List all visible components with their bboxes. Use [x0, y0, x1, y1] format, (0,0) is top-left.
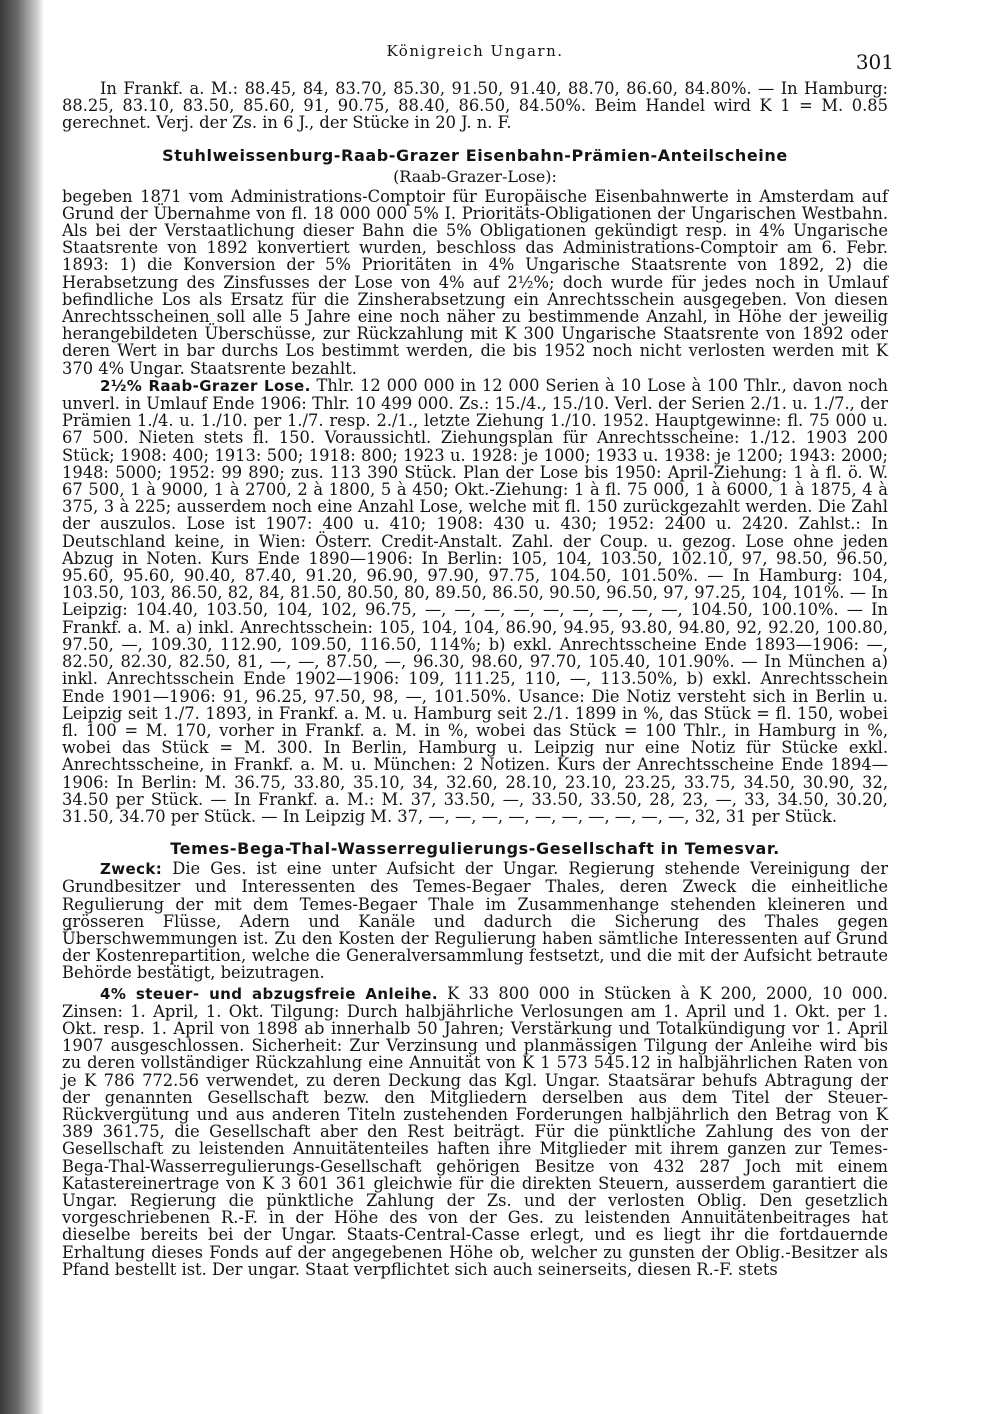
section-title-raab-grazer: Stuhlweissenburg-Raab-Grazer Eisenbahn-Prämien-Anteilscheine: [162, 145, 788, 165]
document-page: [62, 0, 894, 1414]
page-number: 301: [855, 50, 894, 74]
lose-body-text: Thlr. 12 000 000 in 12 000 Serien à 10 Lose à 100 Thlr., davon noch unverl. in Umlauf Ende 1906: Thlr. 10 499 000. Zs.: 15./4., 15./10. Verl. der Serien 2./1. u. 1./7., der Prämien 1./4. u. 1./10. per 1./7. resp. 2./1., letzte Ziehung 1./10. 1952. Hauptgewinne: fl. 75 000 u. 67 500. Nieten stets fl. 150. Voraussichtl. Ziehungsplan für Anrechtsscheine: 1./12. 1903 200 Stück; 1908: 400; 1913: 500; 1918: 800; 1923 u. 1928: je 1000; 1933 u. 1938: je 1200; 1943: 2000; 1948: 5000; 1952: 99 890; zus. 113 390 Stück. Plan der Lose bis 1950: April-Ziehung: 1 à fl. ö. W. 67 500, 1 à 9000, 1 à 2700, 2 à 1800, 5 à 450; Okt.-Ziehung: 1 à fl. 75 000, 1 à 6000, 1 à 1875, 4 à 375, 3 à 225; ausserdem noch eine Anzahl Lose, welche mit fl. 150 zurückgezahlt werden. Die Zahl der auszulos. Lose ist 1907: 400 u. 410; 1908: 430 u. 430; 1952: 2400 u. 2420. Zahlst.: In Deutschland keine, in Wien: Österr. Credit-Anstalt. Zahl. der Coup. u. gezog. Lose ohne jeden Abzug in Noten. Kurs Ende 1890—1906: In Berlin: 105, 104, 103.50, 102.10, 97, 98.50, 96.50, 95.60, 95.60, 90.40, 87.40, 91.20, 96.90, 97.90, 97.75, 104.50, 101.50%. — In Hamburg: 104, 103.50, 103, 86.50, 82, 84, 81.50, 80.50, 80, 89.50, 86.50, 90.50, 96.50, 97, 97.25, 104, 101%. — In Leipzig: 104.40, 103.50, 104, 102, 96.75, —, —, —, —, —, —, —, —, —, 104.50, 100.10%. — In Frankf. a. M. a) inkl. Anrechtsschein: 105, 104, 104, 86.90, 94.95, 93.80, 94.80, 92, 92.20, 100.80, 97.50, —, 109.30, 112.90, 109.50, 116.50, 114%; b) exkl. Anrechtsscheine Ende 1893—1906: —, 82.50, 82.30, 82.50, 81, —, —, 87.50, —, 96.30, 98.60, 97.70, 105.40, 101.90%. — In München a) inkl. Anrechtsschein Ende 1902—1906: 109, 111.25, 110, —, 113.50%, b) exkl. Anrechtsschein Ende 1901—1906: 91, 96.25, 97.50, 98, —, 101.50%. Usance: Die Notiz versteht sich in Berlin u. Leipzig seit 1./7. 1893, in Frankf. a. M. u. Hamburg seit 2./1. 1899 in %, das Stück = fl. 150, wobei fl. 100 = M. 170, vorher in Frankf. a. M. in %, wobei das Stück = 100 Thlr., in Hamburg in %, wobei das Stück = M. 300. In Berlin, Hamburg u. Leipzig nur eine Notiz für Stücke exkl. Anrechtsscheine, in Frankf. a. M. u. München: 2 Notizen. Kurs der Anrechtsscheine Ende 1894—1906: In Berlin: M. 36.75, 33.80, 35.10, 34, 32.60, 28.10, 23.10, 23.25, 33.75, 34.50, 30.90, 32, 34.50 per Stück. — In Frankf. a. M.: M. 37, 33.50, —, 33.50, 33.50, 28, 23, —, 33, 34.50, 30.20, 31.50, 34.70 per Stück. — In Leipzig M. 37, —, —, —, —, —, —, —, —, —, —, 32, 31 per Stück.: [62, 375, 888, 826]
zweck-lead-heading: Zweck:: [100, 860, 163, 879]
zweck-body-text: Die Ges. ist eine unter Aufsicht der Ungar. Regierung stehende Vereinigung der Grundbesitzer und Interessenten des Temes-Begaer Thales, deren Zweck die einheitliche Regulierung der mit dem Temes-Begaer Thale im Zusammenhange stehenden kleineren und grösseren Flüsse, Adern und Kanäle und dadurch die Sicherung des Thales gegen Überschwemmungen ist. Zu den Kosten der Regulierung haben sämtliche Interessenten auf Grund der Kostenrepartition, welche die Generalversammlung festsetzt, und die mit der Aufsicht betraute Behörde bestätigt, beizutragen.: [62, 859, 888, 983]
section-subtitle-raab-grazer: (Raab-Grazer-Lose):: [393, 166, 557, 186]
kurs-paragraph: In Frankf. a. M.: 88.45, 84, 83.70, 85.30, 91.50, 91.40, 88.70, 86.60, 84.80%. — In Hamburg: 88.25, 83.10, 83.50, 85.60, 91, 90.75, 88.40, 86.50, 84.50%. Beim Handel wird K 1 = M. 0.85 gerechnet. Verj. der Zs. in 6 J., der Stücke in 20 J. n. F.: [62, 79, 888, 133]
running-head: Königreich Ungarn.: [386, 42, 564, 60]
anleihe-lead-heading: 4% steuer- und abzugsfreie Anleihe.: [100, 984, 438, 1003]
lose-lead-heading: 2½% Raab-Grazer Lose.: [100, 376, 311, 395]
raab-grazer-intro-paragraph: begeben 1871 vom Administrations-Comptoir für Europäische Eisenbahnwerte in Amsterdam auf Grund der Übernahme von fl. 18 000 000 5% I. Prioritäts-Obligationen der Ungarischen Westbahn. Als bei der Verstaatlichung dieser Bahn die 5% Obligationen gekündigt resp. in 4% Ungarische Staatsrente von 1892 konvertiert wurden, beschloss das Administrations-Comptoir am 6. Febr. 1893: 1) die Konversion der 5% Prioritäten in 4% Ungarische Staatsrente von 1892, 2) die Herabsetzung des Zinsfusses der Lose von 4% auf 2½%; doch wurde für jedes noch in Umlauf befindliche Los als Ersatz für die Zinsherabsetzung ein Anrechtsschein ausgegeben. Von diesen Anrechtsscheinen soll alle 5 Jahre eine noch näher zu bestimmende Anzahl, in Höhe der jeweilig herangebildeten Überschüsse, zur Rückzahlung mit K 300 Ungarische Staatsrente von 1892 oder deren Wert in bar durchs Los bestimmt werden, die bis 1952 noch nicht verlosten werden mit K 370 4% Ungar. Staatsrente bezahlt.: [62, 186, 888, 378]
scan-binding-shadow: [0, 0, 44, 1414]
anleihe-paragraph: [62, 985, 888, 1278]
anleihe-body-text: K 33 800 000 in Stücken à K 200, 2000, 10 000. Zinsen: 1. April, 1. Okt. Tilgung: Durch halbjährliche Verlosungen am 1. April und 1. Okt. per 1. Okt. resp. 1. April von 1898 ab innerhalb 50 Jahren; Verstärkung und Totalkündigung vor 1. April 1907 ausgeschlossen. Sicherheit: Zur Verzinsung und planmässigen Tilgung der Anleihe wird bis zu deren vollständiger Rückzahlung eine Annuität von K 1 573 545.12 in halbjährlichen Raten von je K 786 772.56 verwendet, zu deren Deckung das Kgl. Ungar. Staatsärar behufs Abtragung der der genannten Gesellschaft bezw. den Mitgliedern derselben aus dem Titel der Steuer-Rückvergütung und aus anderen Titeln zustehenden Forderungen halbjährlich den Betrag von K 389 361.75, die Gesellschaft aber den Rest beiträgt. Für die pünktliche Zahlung des von der Gesellschaft zu leistenden Annuitätenteiles haften ihre Mitglieder mit ihrem ganzen zur Temes-Bega-Thal-Wasserregulierungs-Gesellschaft gehörigen Besitze von 432 287 Joch mit einem Katastereinertrage von K 3 601 361 gleichwie für die direkten Steuern, ausserdem garantiert die Ungar. Regierung die pünktliche Zahlung der Zs. und der verlosten Oblig. Den gesetzlich vorgeschriebenen R.-F. in der Höhe des von der Ges. zu leistenden Annuitätenbeitrages hat dieselbe bereits bei der Ungar. Staats-Central-Casse erlegt, und es liegt ihr die fortdauernde Erhaltung dieses Fonds auf der angegebenen Höhe ob, welcher zu gunsten der Oblig.-Besitzer als Pfand bestellt ist. Der ungar. Staat verpflichtet sich auch seinerseits, diesen R.-F. stets: [62, 983, 888, 1279]
page-header: [62, 0, 894, 80]
section-title-temes-bega: Temes-Bega-Thal-Wasserregulierungs-Gesellschaft in Temesvar.: [170, 839, 780, 859]
zweck-paragraph: [62, 860, 888, 981]
raab-grazer-lose-paragraph: [62, 377, 888, 825]
